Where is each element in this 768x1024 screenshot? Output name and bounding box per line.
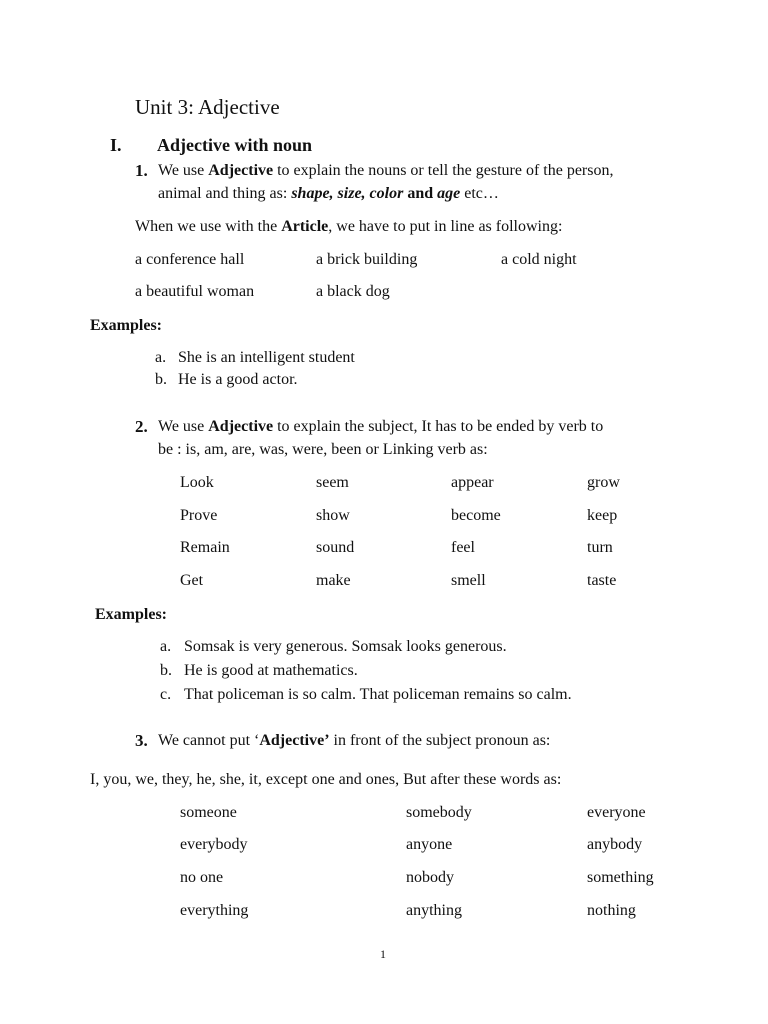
pronoun-cell: nobody [406,869,454,886]
paragraph-2-line-2: be : is, am, are, was, were, been or Linking verb as: [158,441,488,458]
verb-cell: seem [316,474,349,491]
example-sentence: That policeman is so calm. That policeman remains so calm. [184,686,572,703]
example-letter: b. [155,371,167,388]
example-letter: a. [160,638,172,655]
pronoun-cell: somebody [406,804,472,821]
phrase: a conference hall [135,251,245,268]
pronoun-cell: nothing [587,902,636,919]
pronoun-cell: everything [180,902,249,919]
paragraph-3-line-1: We cannot put ‘Adjective’ in front of the subject pronoun as: [158,732,551,749]
verb-cell: sound [316,539,355,556]
pronoun-cell: anything [406,902,462,919]
phrase: a beautiful woman [135,283,255,300]
item-number-1: 1. [135,161,148,180]
verb-cell: turn [587,539,613,556]
pronoun-cell: someone [180,804,237,821]
example-sentence: He is a good actor. [178,371,298,388]
pronoun-cell: something [587,869,654,886]
example-letter: a. [155,349,167,366]
page-number: 1 [380,947,386,961]
pronoun-cell: anybody [587,836,643,853]
verb-cell: Remain [180,539,230,556]
paragraph-2-line-1: We use Adjective to explain the subject, It has to be ended by verb to [158,418,604,435]
examples-label: Examples: [95,606,167,623]
verb-cell: smell [451,572,486,589]
verb-cell: taste [587,572,617,589]
phrase: a brick building [316,251,418,268]
verb-cell: keep [587,507,618,524]
item-number-2: 2. [135,417,148,436]
verb-cell: make [316,572,351,589]
example-letter: b. [160,662,172,679]
phrase: a black dog [316,283,390,300]
verb-cell: Get [180,572,204,589]
verb-cell: Prove [180,507,218,524]
examples-label: Examples: [90,317,162,334]
pronoun-sentence: I, you, we, they, he, she, it, except one and ones, But after these words as: [90,771,562,788]
example-sentence: He is good at mathematics. [184,662,358,679]
example-sentence: She is an intelligent student [178,349,355,366]
phrase: a cold night [501,251,577,268]
pronoun-cell: everyone [587,804,646,821]
verb-cell: become [451,507,501,524]
pronoun-cell: anyone [406,836,453,853]
page-title: Unit 3: Adjective [135,95,280,119]
verb-cell: Look [180,474,214,491]
verb-cell: grow [587,474,620,491]
example-sentence: Somsak is very generous. Somsak looks generous. [184,638,507,655]
article-sentence: When we use with the Article, we have to put in line as following: [135,218,563,235]
pronoun-cell: no one [180,869,224,886]
pronoun-cell: everybody [180,836,248,853]
example-letter: c. [160,686,172,703]
verb-cell: feel [451,539,475,556]
section-numeral: I. [110,135,122,155]
item-number-3: 3. [135,731,148,750]
verb-cell: appear [451,474,494,491]
paragraph-1-line-2: animal and thing as: shape, size, color and age etc… [158,185,499,202]
section-heading: Adjective with noun [157,135,313,155]
verb-cell: show [316,507,350,524]
paragraph-1-line-1: We use Adjective to explain the nouns or tell the gesture of the person, [158,162,614,179]
